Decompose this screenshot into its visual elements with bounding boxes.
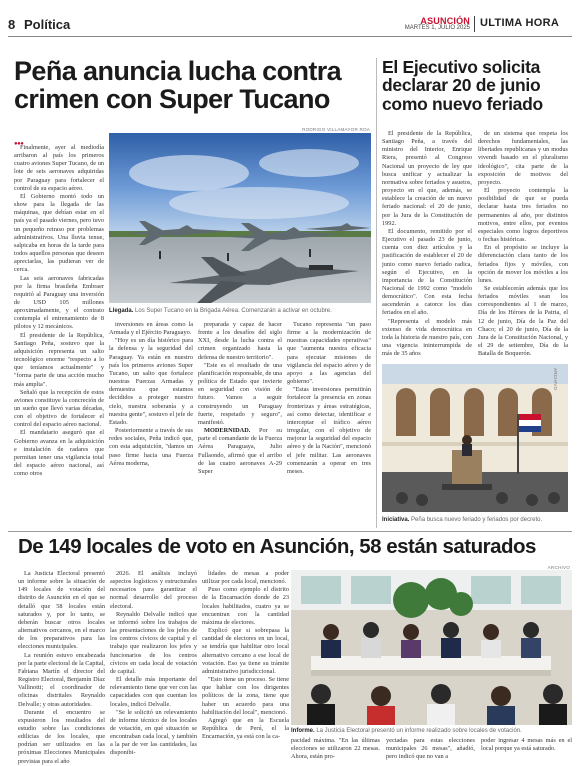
paragraph: preparada y capaz de hacer frente a los desafíos del siglo XXI, desde la lucha contra el crimen organizado hasta la defensa de nuestro territorio".	[198, 321, 282, 361]
paragraph: lidades de mesas a poder utilizar por cada local, mencionó.	[202, 570, 289, 586]
locales-col-1	[18, 570, 105, 765]
paragraph: "Este es el resultado de una planificación responsable, de una política de Estado que invierte en seguridad con visión de futuro. Vamos a seguir construyendo un Paraguay fuerte, respetado y seguro", manifestó.	[198, 361, 282, 426]
paragraph: Tucano representa "un paso firme a la modernización de nuestras capacidades operativas" que "aumenta nuestra eficacia para ejecutar misiones de vigilancia del espacio aéreo y de apoyo a las agencias del gobierno".	[287, 321, 371, 386]
paragraph: Se establecerán además que los feriados móviles sean los correspondientes al 1 de marzo, Día de los Héroes de la Patria, el 12 de junio, Día de la Paz del Chaco; el 20 de junio, Día de la Jura de la Constitución Nacional, y el 29 de setiembre, Día de la Batalla de Boquerón.	[478, 284, 568, 358]
feriado-photo-credit: ARCHIVO	[553, 368, 558, 391]
header-separator	[474, 16, 475, 32]
locales-col-2	[110, 570, 197, 757]
super-tucano-photo	[109, 133, 371, 303]
paragraph: poder ingresar 4 mesas más en el local porque ya está saturado.	[481, 737, 572, 753]
locales-col-5	[386, 737, 475, 761]
paragraph: de un sistema que respeta los derechos fundamentales, las libertades republicanas y un modus vivendi basado en el pluralismo ideológico", cita parte de la exposición de motivos del proyecto.	[478, 130, 568, 186]
feriado-col-1	[382, 130, 472, 362]
paragraph: La reunión estuvo encabezada por la parte electoral de la Capital, Fabiana Martín el director del Registro Electoral, Benjamín Díaz Vallinotti; el coordinador de oficinas distritales Reynaldo Delvalle; y otras autoridades.	[18, 651, 105, 708]
main-headline	[14, 58, 341, 113]
paragraph: "Se le solicitó un relevamiento de informe técnico de los locales de votación, en qué situación se encontraban cada local, y también a la par de ver las cantidades, las disponibi-	[110, 708, 197, 757]
locales-photo-caption	[291, 728, 572, 734]
locales-caption-label: Informe.	[291, 728, 315, 734]
main-photo-caption	[109, 308, 371, 314]
paragraph: El presidente de la República, Santiago Peña, sostuvo que la adquisición representa un salto tecnológico enorme "respecto a lo que teníamos actualmente" y "forma parte de una acción mucho más amplia".	[14, 331, 104, 388]
bullet-dots-icon: ●●●	[14, 141, 24, 147]
subhead: MODERNIDAD.	[204, 427, 251, 435]
paragraph: Las seis aeronaves fabricadas por la firma brasileña Embraer requirió al Paraguay una inversión de USD 105 millones aproximadamente, y el contrato contempla el entrenamiento de 8 pilotos y 12 mecánicos.	[14, 274, 104, 331]
page-header	[0, 0, 580, 36]
reunion-photo	[291, 570, 572, 725]
paragraph: Posteriormente a través de sus redes sociales, Peña indicó que, con esta adquisición, "damos un paso firme hacia una Fuerza Aérea moderna,	[109, 427, 193, 467]
paragraph: 2026. El análisis incluyó aspectos logísticos y estructurales necesarios para garantizar el normal desarrollo del proceso electoral.	[110, 570, 197, 610]
locales-col-4	[291, 737, 380, 761]
paragraph: "Representa el modelo más extenso de vida democrática en toda la historia de nuestro país, con una vigencia ininterrumpida de más de 35 años	[382, 317, 472, 358]
issue-date: MARTES 1, JULIO 2025	[404, 25, 470, 31]
feriado-headline	[382, 58, 543, 113]
feriado-col-2	[478, 130, 568, 362]
main-caption-text: Los Super Tucano en la Brigada Aérea. Comenzarán a activar en octubre.	[135, 308, 332, 314]
paragraph: El detalle más importante del relevamiento tiene que ver con las capacidades con que cuentan los locales, indicó Delvalle.	[110, 676, 197, 708]
locales-caption-text: La Justicia Electoral presentó un informe realizado sobre locales de votación.	[316, 728, 522, 734]
paragraph: inversiones en áreas como la Armada y el Ejército Paraguayo.	[109, 321, 193, 337]
feriado-caption-label: Iniciativa.	[382, 517, 410, 523]
header-rule	[8, 36, 572, 37]
main-caption-label: Llegada.	[109, 308, 134, 314]
feriado-photo-caption	[382, 517, 568, 523]
paragraph: "Estas inversiones permitirán fortalecer la presencia en zonas fronterizas y áreas estratégicas, así como detectar, identificar e interceptar el tráfico aéreo irregular, con el objetivo de mejorar la seguridad del espacio aéreo y de la Nación", mencionó el jefe militar. Las aeronaves comenzarán a operar en tres meses.	[287, 386, 371, 475]
paragraph: Señaló que la recepción de estos aviones constituye la concreción de un sueño que llevó varias décadas, con el objetivo de fortalecer el control del espacio aéreo nacional.	[14, 388, 104, 429]
paragraph	[198, 427, 282, 476]
paragraph: El proyecto contempla la posibilidad de que se pueda declarar hasta tres feriados no permanentes al año, por distintos motivos, entre ellos, por eventos especiales como logros deportivos o fechas históricas.	[478, 187, 568, 244]
paragraph: La Justicia Electoral presentó un informe sobre la situación de 149 locales de votación del distrito de Asunción en el que se detalló que 58 locales están saturados y, por lo tanto, se deberán buscar otros locales alternativos cercanos, en el marco de los preparativos para las elecciones municipales.	[18, 570, 105, 651]
section-rule	[8, 531, 572, 532]
section-name: Política	[24, 17, 71, 32]
locales-headline: De 149 locales de voto en Asunción, 58 están saturados	[18, 535, 536, 558]
photo-credit: RODRIGO VILLAMAYOR ROA	[302, 127, 370, 132]
feriado-caption-text: Peña busca nuevo feriado y feriados por decreto.	[411, 517, 543, 523]
page-number: 8	[8, 17, 16, 32]
main-article-col-3	[198, 321, 282, 558]
paragraph: El presidente de la República, Santiago Peña, a través del ministro del Interior, Enrique Riera, presentó al Congreso Nacional un proyecto de ley que busca unificar y actualizar la normativa sobre feriados y asuetos, proyecto en el que, además, se establece la creación de un nuevo feriado nacional: el 20 de junio, por la Jura de la Constitución de 1992.	[382, 130, 472, 227]
paragraph: Durante el encuentro se expusieron los resultados del estudio sobre las condiciones edilicias de los locales, que podrían ser utilizados en las próximas Elecciones Municipales previstas para el año	[18, 708, 105, 765]
palacio-photo	[382, 364, 568, 512]
paragraph: pacidad máxima. "En las últimas elecciones se utilizaron 22 mesas. Ahora, están pro-	[291, 737, 380, 761]
paragraph: El Gobierno montó todo un show para la llegada de las máquinas, que debían estar en el país ya el pasado viernes, pero tuvo un pequeño retraso por problemas administrativos. Una lluvia tenue, salpicaba en horas de la tarde para todos aquellos personas que deseen apreciarlas, las pudieran ver de cerca.	[14, 192, 104, 274]
paragraph: "Hoy es un día histórico para la defensa y la seguridad del Paraguay. Ya están en nuestro país los primeros aviones Super Tucano, un salto que fortalece nuestras Fuerzas Armadas y demuestra que estamos decididos a proteger nuestro cielo, nuestra soberanía y a nuestra gente", sostuvo el jefe de Estado.	[109, 337, 193, 426]
paragraph: Agregó que en la Escuela República de Perú, el la Encarnación, ya está con la ca-	[202, 716, 289, 741]
paragraph: Finalmente, ayer al mediodía arribaron al país los primeros cuatro aviones Super Tucano, de un lote de seis aeronaves adquiridas por Paraguay para fortalecer el control de su espacio aéreo.	[14, 144, 104, 192]
main-article-col-2	[109, 321, 193, 558]
paragraph: yectadas para estas elecciones municipales 26 mesas", añadió, pero indicó que no van a	[386, 737, 475, 761]
paragraph: En el propósito se incluye la diferenciación clara tanto de los feriados fijos y móviles, con opción de mover los móviles a los lunes.	[478, 244, 568, 284]
main-headline-line-1: Peña anuncia lucha contra	[14, 56, 342, 86]
locales-col-6	[481, 737, 572, 756]
paragraph: Reynaldo Delvalle indicó que se informó sobre los trabajos de las presentaciones de los jefes de los centros cívicos de capital y el trabajo que realizaron los jefes y funcionarios de los centros cívicos en cada local de votación de capital.	[110, 610, 197, 675]
feriado-headline-line-3: como nuevo feriado	[382, 93, 543, 114]
paragraph: "Esto tiene un proceso. Se tiene que hablar con los dirigentes políticos de la zona, tiene que haber un acuerdo para una habilitación del local", mencionó.	[202, 676, 289, 716]
feriado-headline-line-2: declarar 20 de junio	[382, 75, 541, 96]
paragraph: Explicó que si sobrepasa la cantidad de electores en un local, se tendría que habilitar otro local alternativo cercano a ese local de votación. Eso ya tiene su trámite administrativo jurisdiccional.	[202, 627, 289, 675]
paragraph: El documento, remitido por el Ejecutivo el pasado 23 de junio, cuenta con diez artículos y la justificación de establecer el 20 de junio como nuevo feriado radica, según el Ejecutivo, en la importancia de la Constitución Nacional de 1992 como "modelo democrático". Con esta fecha ascenderán a catorce los días feriados en el año.	[382, 227, 472, 317]
brand-logo: ASUNCIÓN	[420, 16, 470, 26]
paragraph-rest: Por su parte el comandante de la Fuerza Aérea Paraguaya, Julio Fullaondo, afirmó que el arribo de las cuatro aeronaves A-29 Super	[198, 427, 283, 475]
main-article-col-1	[14, 144, 104, 558]
newspaper-name: ULTIMA HORA	[480, 17, 560, 29]
main-headline-line-2: crimen con Super Tucano	[14, 83, 330, 114]
locales-col-3	[202, 570, 289, 754]
locales-photo-credit: ARCHIVO	[547, 565, 570, 570]
main-article-col-4	[287, 321, 371, 558]
paragraph: Puso como ejemplo el distrito de la Encarnación donde de 23 locales habilitados, cuatro ya se encuentran con la cantidad máxima de electores.	[202, 586, 289, 626]
column-divider	[376, 58, 377, 528]
paragraph: El mandatario aseguró que el Gobierno avanza en la adquisición e instalación de radares que permitan tener una vigilancia total del espacio aéreo nacional, así como otros	[14, 429, 104, 478]
feriado-headline-line-1: El Ejecutivo solicita	[382, 57, 541, 77]
